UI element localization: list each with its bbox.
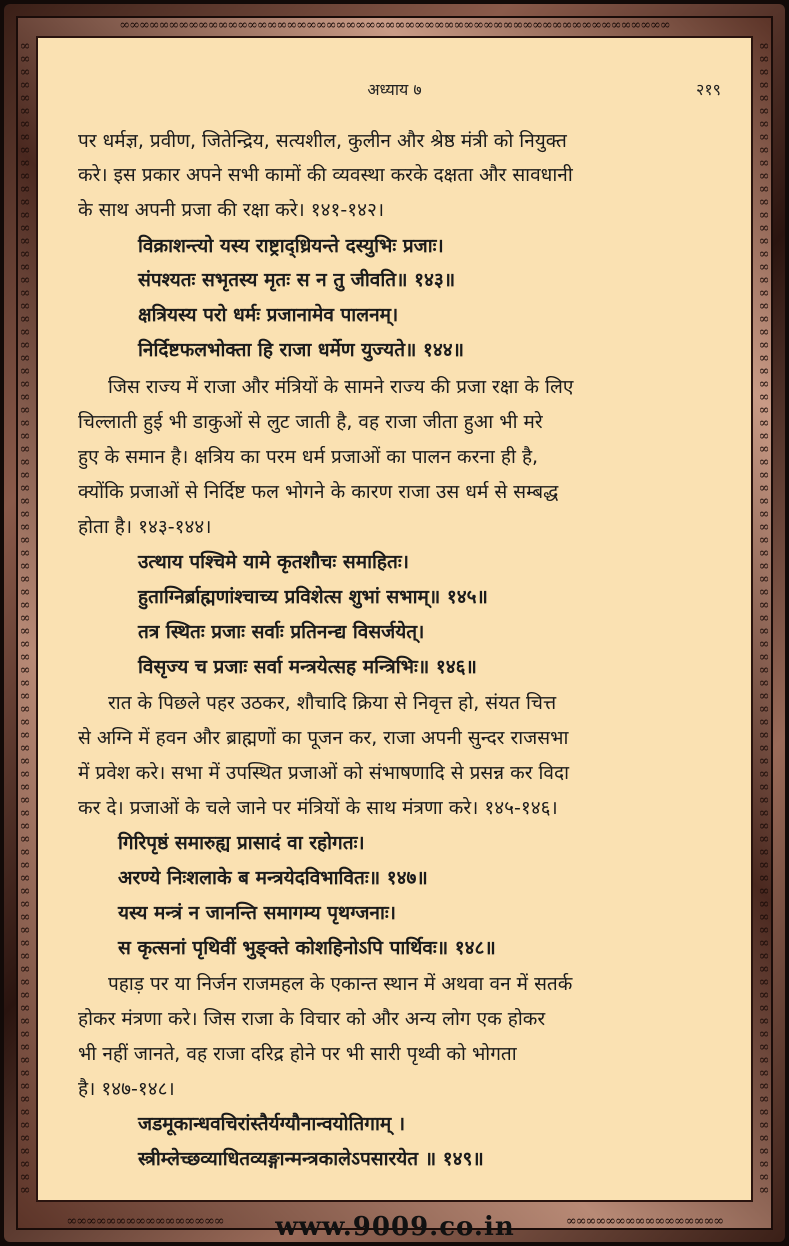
text-line: पर धर्मज्ञ, प्रवीण, जितेन्द्रिय, सत्यशील, कुलीन और श्रेष्ठ मंत्री को नियुक्त [78,130,567,152]
verse-line: स्त्रीम्लेच्छव्याधितव्यङ्गान्मन्त्रकालेऽपसारयेत ॥ १४९॥ [138,1148,484,1170]
verse-line: उत्थाय पश्चिमे यामे कृतशौचः समाहितः। [138,551,409,573]
text-line: रात के पिछले पहर उठकर, शौचादि क्रिया से निवृत्त हो, संयत चित्त [108,692,557,714]
verse-line: निर्दिष्टफलभोक्ता हि राजा धर्मेण युज्यते॥ १४४॥ [138,339,465,361]
verse-line: जडमूकान्धवचिरांस्तैर्यग्यौनान्वयोतिगाम् । [138,1113,406,1135]
text-line: होता है। १४३-१४४। [78,516,212,538]
text-line: चिल्लाती हुई भी डाकुओं से लुट जाती है, वह राजा जीता हुआ भी मरे [78,411,543,433]
text-line: है। १४७-१४८। [78,1078,175,1100]
verse-line: यस्य मन्त्रं न जानन्ति समागम्य पृथग्जनाः। [118,902,396,924]
book-page [36,36,753,1202]
ornament-left: ∞ ∞ ∞ ∞ ∞ ∞ ∞ ∞ ∞ ∞ ∞ ∞ ∞ ∞ ∞ ∞ ∞ ∞ ∞ ∞ ∞ ∞ ∞ ∞ ∞ ∞ ∞ ∞ ∞ ∞ ∞ ∞ ∞ ∞ ∞ ∞ ∞ ∞ ∞ ∞ ∞ ∞ ∞ ∞ ∞ ∞ ∞ ∞ ∞ ∞ ∞ ∞ ∞ ∞ ∞ ∞ ∞ ∞ ∞ ∞ ∞ ∞ ∞ ∞ ∞ ∞ ∞ ∞ ∞ ∞ ∞ ∞ ∞ ∞ ∞ ∞ ∞ ∞ ∞ ∞ ∞ ∞ ∞ ∞ ∞ ∞ ∞ ∞ ∞ [19,40,31,1198]
text-line: भी नहीं जानते, वह राजा दरिद्र होने पर भी सारी पृथ्वी को भोगता [78,1043,517,1065]
chapter-title: अध्याय ७ [367,80,422,99]
text-line: हुए के समान है। क्षत्रिय का परम धर्म प्रजाओं का पालन करना ही है, [78,446,539,468]
verse-line: संपश्यतः सभृतस्य मृतः स न तु जीवति॥ १४३॥ [138,269,456,291]
text-line: करे। इस प्रकार अपने सभी कामों की व्यवस्था करके दक्षता और सावधानी [78,164,573,186]
text-line: से अग्नि में हवन और ब्राह्मणों का पूजन कर, राजा अपनी सुन्दर राजसभा [78,727,569,749]
verse-line: तत्र स्थितः प्रजाः सर्वाः प्रतिनन्द्य विसर्जयेत्। [138,621,425,643]
website-watermark: www.9009.co.in [275,1212,515,1242]
verse-line: स कृत्सनां पृथिवीं भुङ्क्ते कोशहिनोऽपि पार्थिवः॥ १४८॥ [118,937,496,959]
ornament-bottom-left: ∞∞∞∞∞∞∞∞∞∞∞∞∞∞∞∞ [66,1214,224,1228]
ornament-right: ∞ ∞ ∞ ∞ ∞ ∞ ∞ ∞ ∞ ∞ ∞ ∞ ∞ ∞ ∞ ∞ ∞ ∞ ∞ ∞ ∞ ∞ ∞ ∞ ∞ ∞ ∞ ∞ ∞ ∞ ∞ ∞ ∞ ∞ ∞ ∞ ∞ ∞ ∞ ∞ ∞ ∞ ∞ ∞ ∞ ∞ ∞ ∞ ∞ ∞ ∞ ∞ ∞ ∞ ∞ ∞ ∞ ∞ ∞ ∞ ∞ ∞ ∞ ∞ ∞ ∞ ∞ ∞ ∞ ∞ ∞ ∞ ∞ ∞ ∞ ∞ ∞ ∞ ∞ ∞ ∞ ∞ ∞ ∞ ∞ ∞ ∞ ∞ ∞ [758,40,770,1198]
text-line: में प्रवेश करे। सभा में उपस्थित प्रजाओं को संभाषणादि से प्रसन्न कर विदा [78,762,570,784]
text-line: के साथ अपनी प्रजा की रक्षा करे। १४१-१४२। [78,199,385,221]
verse-line: विसृज्य च प्रजाः सर्वा मन्त्रयेत्सह मन्त्रिभिः॥ १४६॥ [138,656,477,678]
page-number: २१९ [696,80,721,99]
page-header [38,78,751,100]
ornament-bottom-right: ∞∞∞∞∞∞∞∞∞∞∞∞∞∞∞∞ [565,1214,724,1228]
text-line: कर दे। प्रजाओं के चले जाने पर मंत्रियों के साथ मंत्रणा करे। १४५-१४६। [78,797,558,819]
verse-line: क्षत्रियस्य परो धर्मः प्रजानामेव पालनम्। [138,304,399,326]
text-line: पहाड़ पर या निर्जन राजमहल के एकान्त स्थान में अथवा वन में सतर्क [108,973,573,995]
verse-line: विक्राशन्त्यो यस्य राष्ट्राद्ध्रियन्ते दस्युभिः प्रजाः। [138,235,444,257]
text-line: होकर मंत्रणा करे। जिस राजा के विचार को और अन्य लोग एक होकर [78,1008,546,1030]
text-line: जिस राज्य में राजा और मंत्रियों के सामने राज्य की प्रजा रक्षा के लिए [108,376,574,398]
text-line: क्योंकि प्रजाओं से निर्दिष्ट फल भोगने के कारण राजा उस धर्म से सम्बद्ध [78,481,559,503]
verse-line: हुताग्निर्ब्राह्मणांश्चाच्य प्रविशेत्स शुभां सभाम्॥ १४५॥ [138,586,488,608]
ornament-top: ∞∞∞∞∞∞∞∞∞∞∞∞∞∞∞∞∞∞∞∞∞∞∞∞∞∞∞∞∞∞∞∞∞∞∞∞∞∞∞∞∞∞∞∞∞∞∞∞∞∞∞∞∞∞∞∞ [119,18,670,32]
verse-line: गिरिपृष्ठं समारुह्य प्रासादं वा रहोगतः। [118,832,365,854]
verse-line: अरण्ये निःशलाके ब मन्त्रयेदविभावितः॥ १४७॥ [118,867,428,889]
